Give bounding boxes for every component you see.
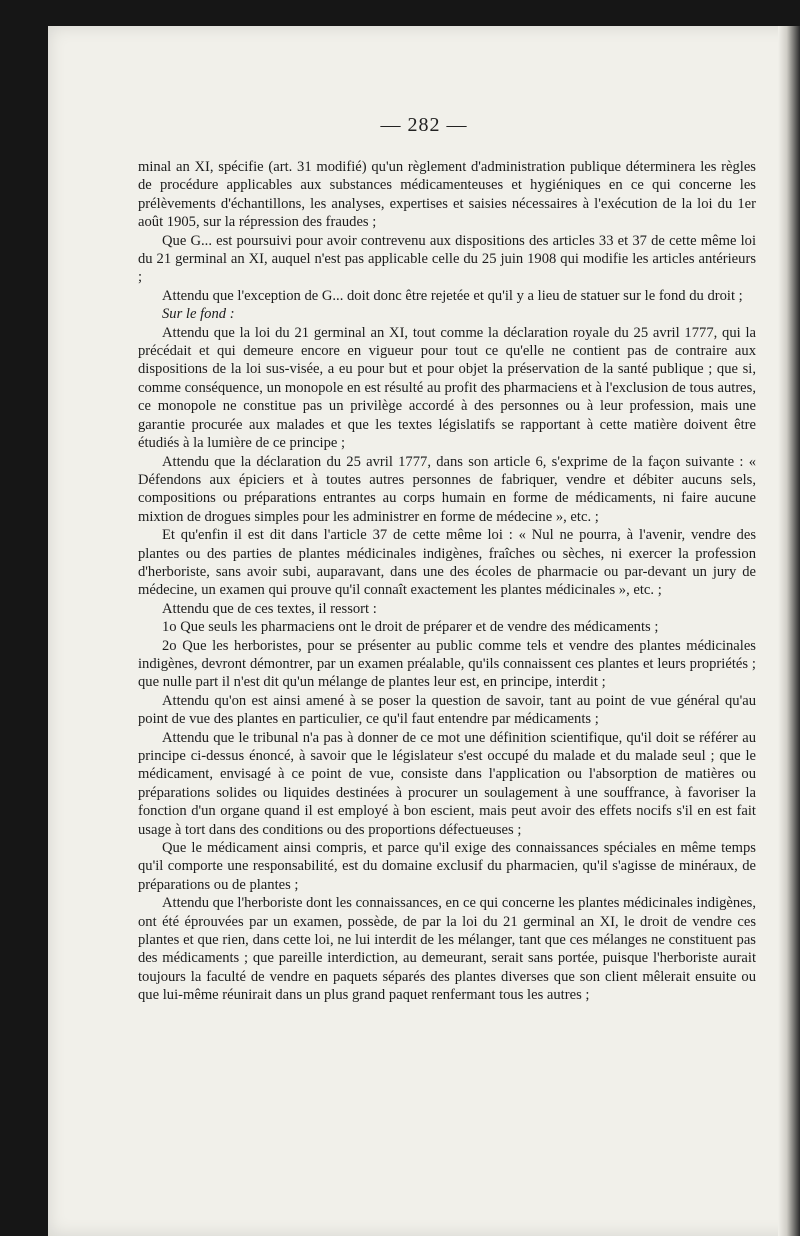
paragraph: Attendu que la déclaration du 25 avril 1777, dans son article 6, s'exprime de la façon suivante : « Défendons aux épiciers et à toutes autres personnes de fabriquer, vendre et débiter aucuns sels, compositions ou préparations entrantes au corps humain en forme de médicaments, ni faire aucune mixtion de drogues simples pour les administrer en forme de médecine », etc. ;	[138, 453, 756, 525]
paragraph: Attendu que la loi du 21 germinal an XI, tout comme la déclaration royale du 25 avril 1777, qui la précédait et qui demeure encore en vigueur pour tout ce qu'elle ne contient pas de contraire aux dispositions de la loi sus-visée, a eu pour but et pour objet la préservation de la santé publique ; que si, comme conséquence, un monopole en est résulté au profit des pharmaciens et à l'exclusion de tous autres, ce monopole ne constitue pas un privilège accordé à des personnes ou à leur profession, mais une garantie procurée aux malades et que les textes législatifs se rapportant à cette matière doivent être étudiés à la lumière de ce principe ;	[138, 324, 756, 452]
paragraph: Attendu que le tribunal n'a pas à donner de ce mot une définition scientifique, qu'il doit se référer au principe ci-dessus énoncé, à savoir que le législateur s'est occupé du malade et du malade seul ; que le médicament, envisagé à ce point de vue, consiste dans l'application ou l'absorption de matières ou préparations solides ou liquides destinées à procurer un soulagement à une souffrance, à favoriser la fonction d'un organe quand il est employé à bon escient, mais peut avoir des effets nocifs s'il en est fait usage à tort dans des conditions ou des proportions défectueuses ;	[138, 729, 756, 838]
paragraph: Que le médicament ainsi compris, et parce qu'il exige des connaissances spéciales en même temps qu'il comporte une responsabilité, est du domaine exclusif du pharmacien, qu'il s'agisse de minéraux, de préparations ou de plantes ;	[138, 840, 756, 893]
paragraph: minal an XI, spécifie (art. 31 modifié) qu'un règlement d'administration publique déterminera les règles de procédure applicables aux substances médicamenteuses et hygiéniques en ce qui concerne les prélèvements d'échantillons, les analyses, expertises et saisies nécessaires à l'exécution de la loi du 1er août 1905, sur la répression des fraudes ;	[138, 159, 756, 231]
paragraph: Que G... est poursuivi pour avoir contrevenu aux dispositions des articles 33 et 37 de cette même loi du 21 germinal an XI, auquel n'est pas applicable celle du 25 juin 1908 qui modifie les articles antérieurs ;	[138, 232, 756, 286]
section-heading: Sur le fond :	[162, 306, 235, 323]
page-gutter-shadow	[778, 26, 800, 1236]
paragraph: Et qu'enfin il est dit dans l'article 37 de cette même loi : « Nul ne pourra, à l'avenir, vendre des plantes ou des parties de plantes médicinales indigènes, fraîches ou sèches, ni exercer la profession d'herboriste, sans avoir subi, auparavant, dans une des écoles de pharmacie ou par-devant un jury de médecine, un examen qui prouve qu'il connaît exactement les plantes médicinales », etc. ;	[138, 527, 756, 599]
body-text	[138, 158, 756, 1005]
paragraph: Attendu que l'herboriste dont les connaissances, en ce qui concerne les plantes médicinales indigènes, ont été éprouvées par un examen, possède, de par la loi du 21 germinal an XI, le droit de vendre ces plantes et que rien, dans cette loi, ne lui interdit de les mélanger, tant que ces mélanges ne constituent pas des médicaments ; que pareille interdiction, au demeurant, serait sans portée, puisque l'herboriste aurait toujours la faculté de vendre en paquets séparés des plantes diverses que son client mêlerait ensuite ou que lui-même réunirait dans un plus grand paquet renfermant tous les autres ;	[138, 895, 756, 1004]
paragraph: Attendu que de ces textes, il ressort :	[162, 600, 377, 617]
paragraph: Attendu que l'exception de G... doit donc être rejetée et qu'il y a lieu de statuer sur le fond du droit ;	[162, 287, 743, 304]
list-item: 2o Que les herboristes, pour se présenter au public comme tels et vendre des plantes médicinales indigènes, devront démontrer, par un examen préalable, qu'ils connaissent ces plantes et leurs propriétés ; que nulle part il n'est dit qu'un mélange de plantes leur est, en principe, interdit ;	[138, 637, 756, 691]
document-page	[48, 26, 800, 1236]
paragraph: Attendu qu'on est ainsi amené à se poser la question de savoir, tant au point de vue général qu'au point de vue des plantes en particulier, ce qu'il faut entendre par médicaments ;	[138, 692, 756, 728]
list-item: 1o Que seuls les pharmaciens ont le droit de préparer et de vendre des médicaments ;	[162, 619, 659, 636]
page-number: — 282 —	[380, 114, 468, 136]
